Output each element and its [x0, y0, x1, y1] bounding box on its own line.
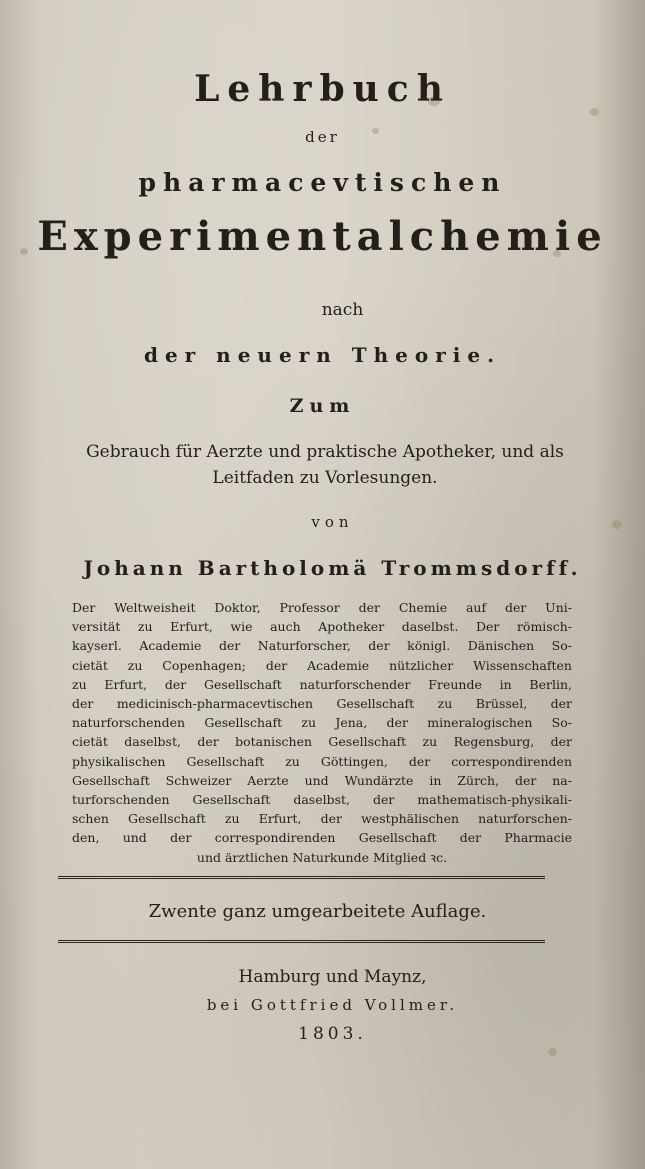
credentials-line: naturforschenden Gesellschaft zu Jena, der mineralogischen So-: [72, 715, 572, 731]
credentials-line: zu Erfurt, der Gesellschaft naturforschender Freunde in Berlin,: [72, 676, 572, 692]
title-zum: Zum: [289, 395, 356, 417]
author-name: Johann Bartholomä Trommsdorff.: [83, 556, 582, 580]
title-lehrbuch: Lehrbuch: [194, 68, 451, 110]
purpose-line-1: Gebrauch für Aerzte und praktische Apotheker, und als: [86, 442, 564, 462]
credentials-line: der medicinisch-pharmacevtischen Gesellschaft zu Brüssel, der: [72, 696, 572, 712]
credentials-line: cietät daselbst, der botanischen Gesellschaft zu Regensburg, der: [72, 734, 572, 750]
credentials-line: physikalischen Gesellschaft zu Göttingen, der correspondirenden: [72, 753, 572, 769]
title-experimentalchemie: Experimentalchemie: [37, 213, 608, 260]
foxing-spot: [548, 1048, 557, 1056]
imprint-publisher: bei Gottfried Vollmer.: [206, 996, 459, 1014]
credentials-line: Gesellschaft Schweizer Aerzte und Wundärzte in Zürch, der na-: [72, 772, 572, 788]
credentials-line: cietät zu Copenhagen; der Academie nützlicher Wissenschaften: [72, 657, 572, 673]
title-der: der: [305, 128, 340, 146]
title-theorie: der neuern Theorie.: [143, 343, 502, 367]
credentials-line: versität zu Erfurt, wie auch Apotheker daselbst. Der römisch-: [72, 619, 572, 635]
rule-bottom: [58, 940, 545, 943]
credentials-line: schen Gesellschaft zu Erfurt, der westphälischen naturforschen-: [72, 811, 572, 827]
credentials-line: kayserl. Academie der Naturforscher, der königl. Dänischen So-: [72, 638, 572, 654]
credentials-line: und ärztlichen Naturkunde Mitglied ꝛc.: [196, 849, 448, 865]
credentials-line: den, und der correspondirenden Gesellschaft der Pharmacie: [72, 830, 572, 846]
rule-top: [58, 876, 545, 879]
imprint-place: Hamburg und Maynz,: [238, 967, 427, 987]
title-pharmacevtischen: pharmacevtischen: [138, 168, 507, 197]
title-nach: nach: [321, 300, 364, 320]
imprint-year: 1803.: [298, 1024, 367, 1044]
author-credentials: [72, 598, 572, 867]
credentials-line: Der Weltweisheit Doktor, Professor der Chemie auf der Uni-: [72, 600, 572, 615]
purpose-line-2: Leitfaden zu Vorlesungen.: [212, 468, 438, 488]
edition-note: Zwente ganz umgearbeitete Auflage.: [148, 901, 487, 922]
title-von: von: [311, 513, 354, 531]
credentials-line: turforschenden Gesellschaft daselbst, der mathematisch-physikali-: [72, 792, 572, 808]
